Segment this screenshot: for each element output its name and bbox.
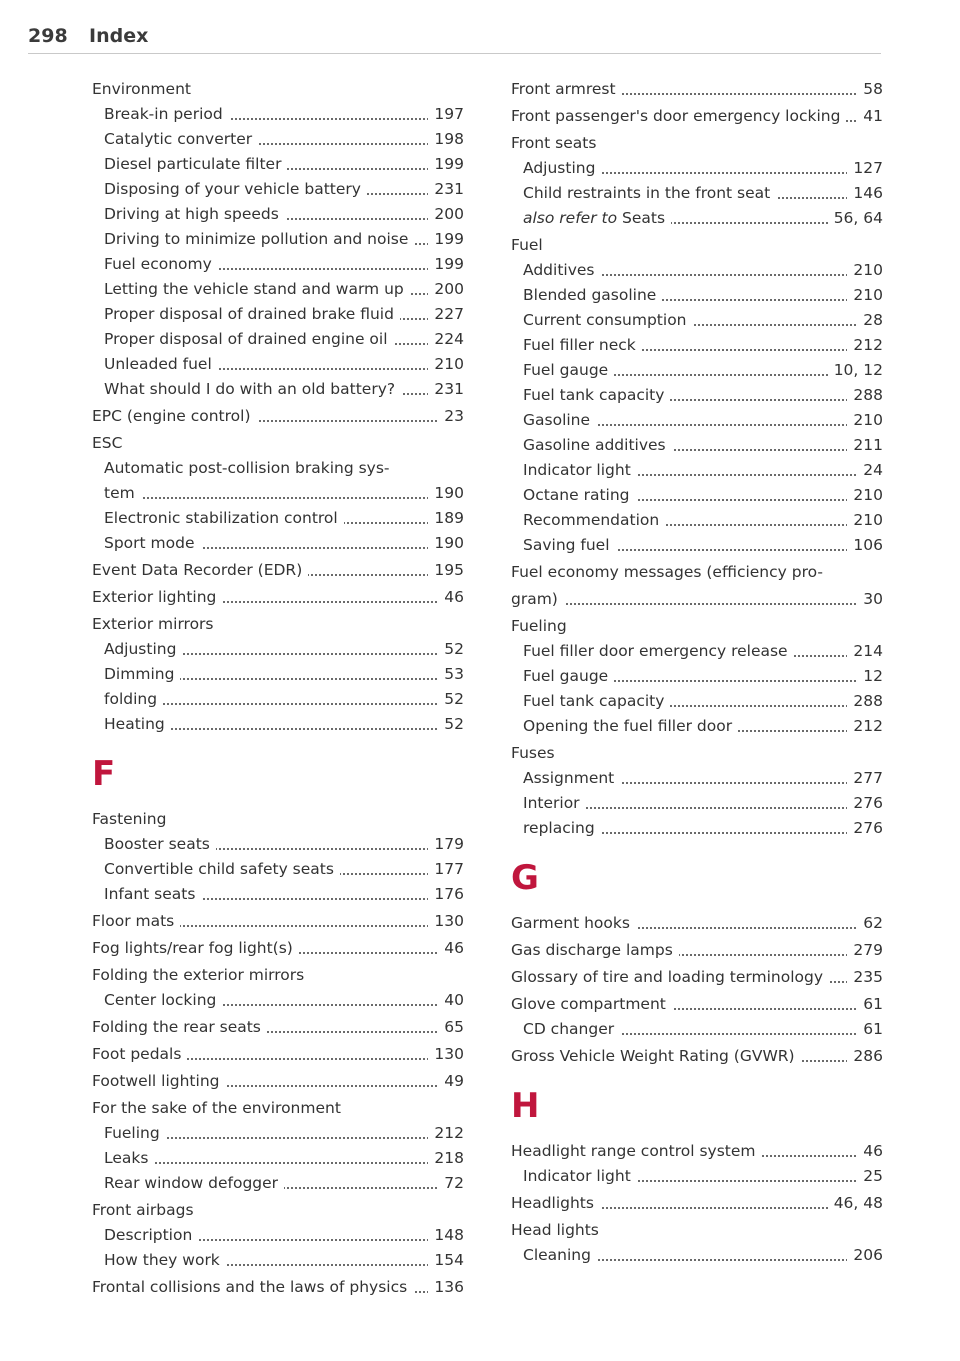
page-reference: 200 bbox=[428, 277, 464, 302]
index-term: Gross Vehicle Weight Rating (GVWR) bbox=[511, 1047, 801, 1065]
page-reference: 210 bbox=[847, 483, 883, 508]
index-subentry bbox=[104, 882, 464, 907]
cross-reference-target: Seats bbox=[622, 209, 666, 227]
index-column-right bbox=[511, 77, 883, 1268]
index-letter-heading: F bbox=[92, 754, 116, 794]
index-subentry bbox=[104, 177, 464, 202]
index-entry bbox=[511, 77, 883, 102]
index-term: Heating bbox=[104, 715, 171, 733]
index-term: Description bbox=[104, 1226, 198, 1244]
index-entry bbox=[511, 965, 883, 990]
page-reference: 189 bbox=[428, 506, 464, 531]
index-term: Fuses bbox=[511, 744, 561, 762]
index-entry bbox=[92, 1015, 464, 1040]
index-subentry bbox=[104, 531, 464, 556]
index-term: Dimming bbox=[104, 665, 180, 683]
index-subentry bbox=[523, 664, 883, 689]
index-entry bbox=[511, 741, 883, 766]
page-reference: 288 bbox=[847, 383, 883, 408]
index-subentry bbox=[104, 988, 464, 1013]
index-subentry bbox=[523, 766, 883, 791]
page-reference: 212 bbox=[428, 1121, 464, 1146]
index-term: Indicator light bbox=[523, 461, 637, 479]
index-subentry bbox=[523, 383, 883, 408]
page-reference: 199 bbox=[428, 252, 464, 277]
index-subentry bbox=[523, 206, 883, 231]
page-reference: 127 bbox=[847, 156, 883, 181]
index-subentry bbox=[104, 1223, 464, 1248]
index-term: folding bbox=[104, 690, 163, 708]
index-term: Fastening bbox=[92, 810, 172, 828]
page-reference: 46 bbox=[438, 936, 464, 961]
index-subentry bbox=[523, 358, 883, 383]
index-term: ESC bbox=[92, 434, 128, 452]
index-subentry bbox=[104, 102, 464, 127]
index-entry bbox=[511, 233, 883, 258]
index-term: Gas discharge lamps bbox=[511, 941, 679, 959]
index-term: Cleaning bbox=[523, 1246, 597, 1264]
page-reference: 154 bbox=[428, 1248, 464, 1273]
index-subentry bbox=[104, 712, 464, 737]
page-reference: 210 bbox=[847, 408, 883, 433]
index-term: Folding the rear seats bbox=[92, 1018, 267, 1036]
index-term: Fuel economy messages (efficiency pro- bbox=[511, 563, 829, 581]
index-term: Electronic stabilization control bbox=[104, 509, 344, 527]
index-term: Booster seats bbox=[104, 835, 216, 853]
page-reference: 277 bbox=[847, 766, 883, 791]
index-term: Frontal collisions and the laws of physics bbox=[92, 1278, 413, 1296]
index-term: Front airbags bbox=[92, 1201, 200, 1219]
index-subentry bbox=[523, 791, 883, 816]
index-subentry bbox=[523, 1017, 883, 1042]
page-reference: 12 bbox=[857, 664, 883, 689]
index-subentry bbox=[104, 456, 464, 481]
index-term: CD changer bbox=[523, 1020, 620, 1038]
index-entry bbox=[511, 1191, 883, 1216]
index-term: Octane rating bbox=[523, 486, 636, 504]
index-term: Rear window defogger bbox=[104, 1174, 284, 1192]
page-reference: 211 bbox=[847, 433, 883, 458]
index-subentry bbox=[523, 308, 883, 333]
index-term: Glove compartment bbox=[511, 995, 672, 1013]
index-subentry bbox=[104, 857, 464, 882]
leader-dots bbox=[511, 603, 883, 605]
index-subentry bbox=[104, 377, 464, 402]
page-reference: 210 bbox=[847, 258, 883, 283]
index-entry bbox=[92, 431, 464, 456]
index-term: Garment hooks bbox=[511, 914, 636, 932]
index-term: Fueling bbox=[104, 1124, 166, 1142]
page-reference: 46 bbox=[857, 1139, 883, 1164]
page-reference: 24 bbox=[857, 458, 883, 483]
index-term: Footwell lighting bbox=[92, 1072, 225, 1090]
index-term: Event Data Recorder (EDR) bbox=[92, 561, 308, 579]
page-reference: 214 bbox=[847, 639, 883, 664]
index-subentry bbox=[523, 258, 883, 283]
page-number: 298 bbox=[28, 25, 68, 47]
index-subentry bbox=[523, 283, 883, 308]
index-term: Foot pedals bbox=[92, 1045, 187, 1063]
index-subentry bbox=[104, 352, 464, 377]
page-reference: 23 bbox=[438, 404, 464, 429]
page-reference: 210 bbox=[428, 352, 464, 377]
page-reference: 52 bbox=[438, 687, 464, 712]
page-reference: 72 bbox=[438, 1171, 464, 1196]
index-term: Fuel filler door emergency release bbox=[523, 642, 794, 660]
page-reference: 58 bbox=[857, 77, 883, 102]
index-term: Fuel filler neck bbox=[523, 336, 642, 354]
page-reference: 288 bbox=[847, 689, 883, 714]
index-term: Fog lights/rear fog light(s) bbox=[92, 939, 299, 957]
index-term: Floor mats bbox=[92, 912, 180, 930]
index-entry bbox=[92, 1275, 464, 1300]
page-reference: 146 bbox=[847, 181, 883, 206]
index-term: Fuel gauge bbox=[523, 667, 614, 685]
index-term: gram) bbox=[511, 590, 564, 608]
page-header bbox=[28, 25, 881, 54]
index-term: Headlight range control system bbox=[511, 1142, 762, 1160]
index-term: Driving to minimize pollution and noise bbox=[104, 230, 414, 248]
index-entry bbox=[92, 1198, 464, 1223]
index-entry bbox=[92, 936, 464, 961]
page-reference: 130 bbox=[428, 909, 464, 934]
index-subentry bbox=[104, 1248, 464, 1273]
index-term: Folding the exterior mirrors bbox=[92, 966, 310, 984]
index-term: Unleaded fuel bbox=[104, 355, 218, 373]
page-reference: 61 bbox=[857, 1017, 883, 1042]
index-subentry bbox=[104, 687, 464, 712]
index-term: Fueling bbox=[511, 617, 573, 635]
index-subentry bbox=[523, 816, 883, 841]
index-term: Front seats bbox=[511, 134, 602, 152]
index-subentry bbox=[523, 508, 883, 533]
page-reference: 190 bbox=[428, 481, 464, 506]
page-reference: 65 bbox=[438, 1015, 464, 1040]
index-entry bbox=[92, 1069, 464, 1094]
page-reference: 40 bbox=[438, 988, 464, 1013]
page-reference: 235 bbox=[847, 965, 883, 990]
index-term: Saving fuel bbox=[523, 536, 616, 554]
index-term: Headlights bbox=[511, 1194, 600, 1212]
page-reference: 276 bbox=[847, 791, 883, 816]
page-reference: 61 bbox=[857, 992, 883, 1017]
page-reference: 227 bbox=[428, 302, 464, 327]
page-reference: 231 bbox=[428, 377, 464, 402]
index-term: Fuel bbox=[511, 236, 549, 254]
index-subentry bbox=[104, 152, 464, 177]
index-entry bbox=[511, 587, 883, 612]
index-term: Fuel tank capacity bbox=[523, 386, 670, 404]
leader-dots bbox=[104, 1162, 464, 1164]
index-entry bbox=[92, 585, 464, 610]
index-term: Automatic post-collision braking sys- bbox=[104, 459, 396, 477]
index-term: What should I do with an old battery? bbox=[104, 380, 401, 398]
index-term: Infant seats bbox=[104, 885, 201, 903]
index-subentry bbox=[104, 127, 464, 152]
index-term: tem bbox=[104, 484, 141, 502]
page-reference: 286 bbox=[847, 1044, 883, 1069]
index-subentry bbox=[523, 433, 883, 458]
index-term: EPC (engine control) bbox=[92, 407, 257, 425]
index-term: Catalytic converter bbox=[104, 130, 258, 148]
index-term: Sport mode bbox=[104, 534, 201, 552]
index-entry bbox=[511, 911, 883, 936]
index-subentry bbox=[523, 689, 883, 714]
index-subentry bbox=[523, 156, 883, 181]
page-reference: 231 bbox=[428, 177, 464, 202]
index-subentry bbox=[104, 1121, 464, 1146]
index-term: Glossary of tire and loading terminology bbox=[511, 968, 829, 986]
page-reference: 200 bbox=[428, 202, 464, 227]
index-term: Fuel gauge bbox=[523, 361, 614, 379]
index-subentry bbox=[104, 327, 464, 352]
page-reference: 130 bbox=[428, 1042, 464, 1067]
index-term: Driving at high speeds bbox=[104, 205, 285, 223]
index-term: Gasoline additives bbox=[523, 436, 672, 454]
index-entry bbox=[511, 1044, 883, 1069]
index-term: Exterior lighting bbox=[92, 588, 222, 606]
index-entry bbox=[511, 1139, 883, 1164]
index-subentry bbox=[104, 1146, 464, 1171]
page-reference: 195 bbox=[428, 558, 464, 583]
cross-reference-prefix: also refer to bbox=[523, 209, 618, 227]
index-term: Letting the vehicle stand and warm up bbox=[104, 280, 410, 298]
index-subentry bbox=[104, 252, 464, 277]
index-term: For the sake of the environment bbox=[92, 1099, 347, 1117]
page-reference: 53 bbox=[438, 662, 464, 687]
index-term: Disposing of your vehicle battery bbox=[104, 180, 367, 198]
index-entry bbox=[511, 992, 883, 1017]
index-entry bbox=[511, 1218, 883, 1243]
index-term: Adjusting bbox=[523, 159, 601, 177]
index-entry bbox=[92, 77, 464, 102]
index-subentry bbox=[523, 639, 883, 664]
index-term: Assignment bbox=[523, 769, 620, 787]
page-reference: 212 bbox=[847, 714, 883, 739]
index-subentry bbox=[523, 714, 883, 739]
index-entry bbox=[92, 1042, 464, 1067]
index-subentry bbox=[523, 408, 883, 433]
index-term: Adjusting bbox=[104, 640, 182, 658]
index-term: Additives bbox=[523, 261, 600, 279]
index-subentry bbox=[523, 1243, 883, 1268]
index-entry bbox=[511, 938, 883, 963]
index-letter-heading: H bbox=[511, 1086, 540, 1126]
index-subentry bbox=[523, 181, 883, 206]
index-term: Interior bbox=[523, 794, 586, 812]
index-subentry bbox=[104, 506, 464, 531]
index-subentry bbox=[104, 662, 464, 687]
page-reference: 10, 12 bbox=[828, 358, 883, 383]
index-term: Proper disposal of drained engine oil bbox=[104, 330, 394, 348]
page-reference: 212 bbox=[847, 333, 883, 358]
index-term: Leaks bbox=[104, 1149, 154, 1167]
page-title: Index bbox=[89, 25, 149, 47]
leader-dots bbox=[104, 497, 464, 499]
index-term: Child restraints in the front seat bbox=[523, 184, 776, 202]
index-entry bbox=[511, 614, 883, 639]
page-reference: 177 bbox=[428, 857, 464, 882]
index-subentry bbox=[104, 202, 464, 227]
page-reference: 199 bbox=[428, 227, 464, 252]
index-entry bbox=[511, 104, 883, 129]
index-subentry bbox=[104, 832, 464, 857]
page-reference: 46, 48 bbox=[828, 1191, 883, 1216]
index-term: Proper disposal of drained brake fluid bbox=[104, 305, 400, 323]
page-reference: 276 bbox=[847, 816, 883, 841]
index-term: Center locking bbox=[104, 991, 222, 1009]
page-reference: 199 bbox=[428, 152, 464, 177]
index-entry bbox=[92, 1096, 464, 1121]
index-term: Indicator light bbox=[523, 1167, 637, 1185]
index-subentry bbox=[104, 637, 464, 662]
index-term: Blended gasoline bbox=[523, 286, 662, 304]
page-reference: 218 bbox=[428, 1146, 464, 1171]
page-reference: 197 bbox=[428, 102, 464, 127]
page-reference: 30 bbox=[857, 587, 883, 612]
index-letter-heading: G bbox=[511, 858, 539, 898]
index-term: replacing bbox=[523, 819, 601, 837]
index-term: Head lights bbox=[511, 1221, 605, 1239]
page-reference: 190 bbox=[428, 531, 464, 556]
index-subentry bbox=[104, 1171, 464, 1196]
index-term: Convertible child safety seats bbox=[104, 860, 340, 878]
index-subentry bbox=[104, 302, 464, 327]
page-reference: 176 bbox=[428, 882, 464, 907]
index-entry bbox=[511, 131, 883, 156]
page-reference: 28 bbox=[857, 308, 883, 333]
index-term: Front passenger's door emergency locking bbox=[511, 107, 846, 125]
page-reference: 279 bbox=[847, 938, 883, 963]
index-subentry bbox=[104, 227, 464, 252]
page-reference: 210 bbox=[847, 283, 883, 308]
page-reference: 106 bbox=[847, 533, 883, 558]
index-subentry bbox=[523, 458, 883, 483]
page-reference: 52 bbox=[438, 637, 464, 662]
index-subentry bbox=[523, 533, 883, 558]
index-entry bbox=[92, 404, 464, 429]
index-term: Recommendation bbox=[523, 511, 665, 529]
index-subentry bbox=[523, 483, 883, 508]
page-reference: 25 bbox=[857, 1164, 883, 1189]
index-term: Fuel economy bbox=[104, 255, 218, 273]
index-term: Break-in period bbox=[104, 105, 229, 123]
page-reference: 49 bbox=[438, 1069, 464, 1094]
index-term: Diesel particulate filter bbox=[104, 155, 287, 173]
page-reference: 52 bbox=[438, 712, 464, 737]
index-entry bbox=[92, 558, 464, 583]
page-reference: 148 bbox=[428, 1223, 464, 1248]
page-reference: 179 bbox=[428, 832, 464, 857]
page-reference: 62 bbox=[857, 911, 883, 936]
index-term: Current consumption bbox=[523, 311, 693, 329]
index-term: Front armrest bbox=[511, 80, 622, 98]
page-reference: 206 bbox=[847, 1243, 883, 1268]
page-reference: 198 bbox=[428, 127, 464, 152]
index-term: Opening the fuel filler door bbox=[523, 717, 738, 735]
index-subentry bbox=[523, 1164, 883, 1189]
index-entry bbox=[92, 807, 464, 832]
page-reference: 224 bbox=[428, 327, 464, 352]
index-term: Exterior mirrors bbox=[92, 615, 220, 633]
page-reference: 136 bbox=[428, 1275, 464, 1300]
index-entry bbox=[92, 963, 464, 988]
index-term: Fuel tank capacity bbox=[523, 692, 670, 710]
index-subentry bbox=[104, 481, 464, 506]
page-reference: 46 bbox=[438, 585, 464, 610]
page-reference: 210 bbox=[847, 508, 883, 533]
index-subentry bbox=[523, 333, 883, 358]
index-term: How they work bbox=[104, 1251, 226, 1269]
index-subentry bbox=[104, 277, 464, 302]
page-reference: 56, 64 bbox=[828, 206, 883, 231]
index-entry bbox=[92, 612, 464, 637]
index-term: Environment bbox=[92, 80, 197, 98]
index-entry bbox=[92, 909, 464, 934]
page-reference: 41 bbox=[857, 104, 883, 129]
index-column-left bbox=[92, 77, 464, 1300]
index-entry bbox=[511, 560, 883, 585]
index-term bbox=[523, 209, 671, 227]
index-term: Gasoline bbox=[523, 411, 596, 429]
